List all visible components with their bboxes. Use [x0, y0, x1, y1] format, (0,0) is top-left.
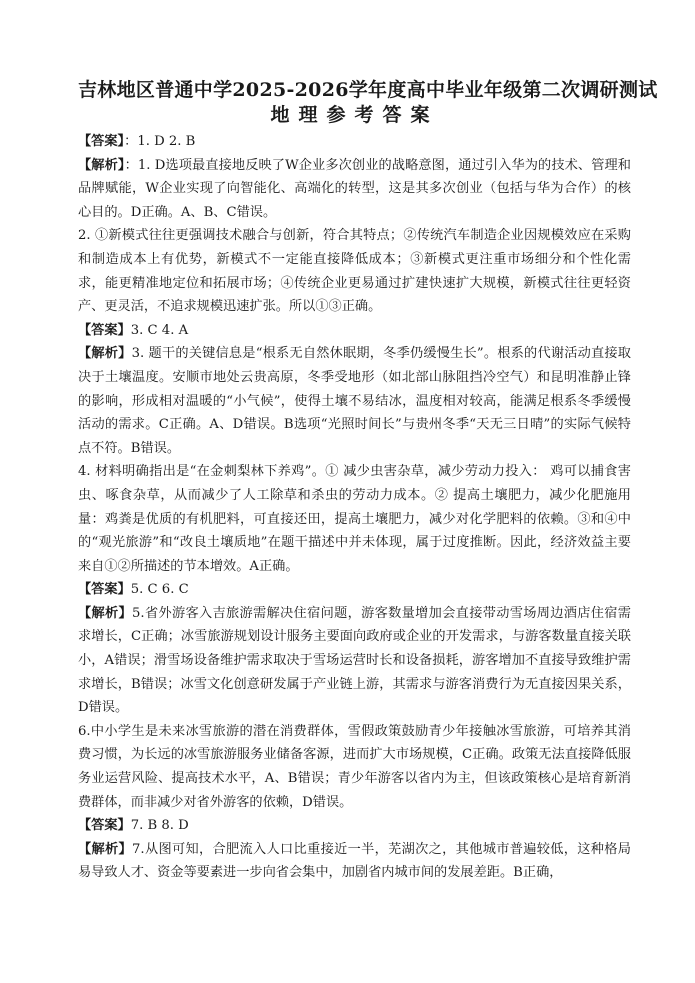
answer-tag: 【答案】	[78, 818, 131, 834]
answer-section	[78, 319, 631, 579]
analysis-text: 5.省外游客入吉旅游需解决住宿问题，游客数量增加会直接带动雪场周边酒店住宿需求增长，C正确；冰雪旅游规划设计服务主要面向政府或企业的开发需求，与游客数量直接关联小，A错误；滑雪场设备维护需求取决于雪场运营时长和设备损耗，游客增加不直接导致维护需求增长，B错误；冰雪文化创意研发属于产业链上游，其需求与游客消费行为无直接因果关系，D错误。	[78, 605, 631, 716]
answer-line	[78, 130, 631, 154]
analysis-paragraph: 4. 材料明确指出是“在金刺梨林下养鸡”。① 减少虫害杂草，减少劳动力投入： 鸡可以捕食害虫、啄食杂草，从而减少了人工除草和杀虫的劳动力成本。② 提高土壤肥力，减少化肥施用量：鸡粪是优质的有机肥料，可直接还田，提高土壤肥力，减少对化学肥料的依赖。③和④中的“观光旅游”和“改良土壤质地”在题干描述中并未体现，属于过度推断。因此，经济效益主要来自①②所描述的节本增效。A正确。	[78, 464, 631, 574]
analysis-tag: 【解析】	[78, 346, 132, 362]
answer-section	[78, 130, 631, 319]
analysis-tag: 【解析】	[78, 605, 133, 621]
answer-section	[78, 578, 631, 814]
analysis-paragraph	[78, 838, 631, 885]
answer-section	[78, 814, 631, 885]
answer-text: ：1. D 2. B	[124, 134, 196, 149]
analysis-tag: 【解析】	[78, 841, 133, 857]
answer-tag: 【答案】	[78, 134, 125, 149]
answer-line	[78, 319, 631, 343]
analysis-paragraph	[78, 154, 631, 225]
analysis-text: 7.从图可知，合肥流入人口比重接近一半，芜湖次之，其他城市普遍较低，这种格局易导致人才、资金等要素进一步向省会集中，加剧省内城市间的发展差距。B正确，	[78, 841, 631, 881]
answer-tag: 【答案】	[78, 582, 131, 598]
answer-tag: 【答案】	[78, 322, 131, 338]
analysis-text: 3. 题干的关键信息是“根系无自然休眠期，冬季仍缓慢生长”。根系的代谢活动直接取决于土壤温度。安顺市地处云贵高原，冬季受地形（如北部山脉阻挡冷空气）和昆明准静止锋的影响，形成相对温暖的“小气候”，使得土壤不易结冰，温度相对较高，能满足根系冬季缓慢活动的需求。C正确。A、D错误。B选项“光照时间长”与贵州冬季“天无三日晴”的实际气候特点不符。B错误。	[78, 346, 631, 456]
analysis-tag: 【解析】	[78, 157, 125, 173]
analysis-paragraph	[78, 602, 631, 720]
analysis-text: ：1. D选项最直接地反映了W企业多次创业的战略意图，通过引入华为的技术、管理和品牌赋能，W企业实现了向智能化、高端化的转型，这是其多次创业（包括与华为合作）的核心目的。D正确。A、B、C错误。	[78, 157, 631, 220]
document-subtitle: 地理参考答案	[270, 104, 439, 126]
analysis-paragraph	[78, 342, 631, 460]
analysis-paragraph: 6.中小学生是未来冰雪旅游的潜在消费群体，雪假政策鼓励青少年接触冰雪旅游，可培养其消费习惯，为长远的冰雪旅游服务业储备客源，进而扩大市场规模，C正确。政策无法直接降低服务业运营风险、提高技术水平，A、B错误；青少年游客以省内为主，但该政策核心是培育新消费群体，而非减少对省外游客的依赖，D错误。	[78, 723, 631, 810]
answer-line	[78, 578, 631, 602]
answer-text: 3. C 4. A	[130, 322, 189, 338]
answer-text: 7. B 8. D	[130, 818, 189, 834]
answer-text: 5. C 6. C	[130, 582, 189, 598]
analysis-paragraph: 2. ①新模式往往更强调技术融合与创新，符合其特点；②传统汽车制造企业因规模效应在采购和制造成本上有优势，新模式不一定能直接降低成本；③新模式更注重市场细分和个性化需求，能更精准地定位和拓展市场；④传统企业更易通过扩建快速扩大规模，新模式往往更轻资产、更灵活，不追求规模迅速扩张。所以①③正确。	[78, 228, 631, 315]
answer-line	[78, 814, 631, 838]
document-title: 吉林地区普通中学2025-2026学年度高中毕业年级第二次调研测试	[78, 79, 658, 101]
